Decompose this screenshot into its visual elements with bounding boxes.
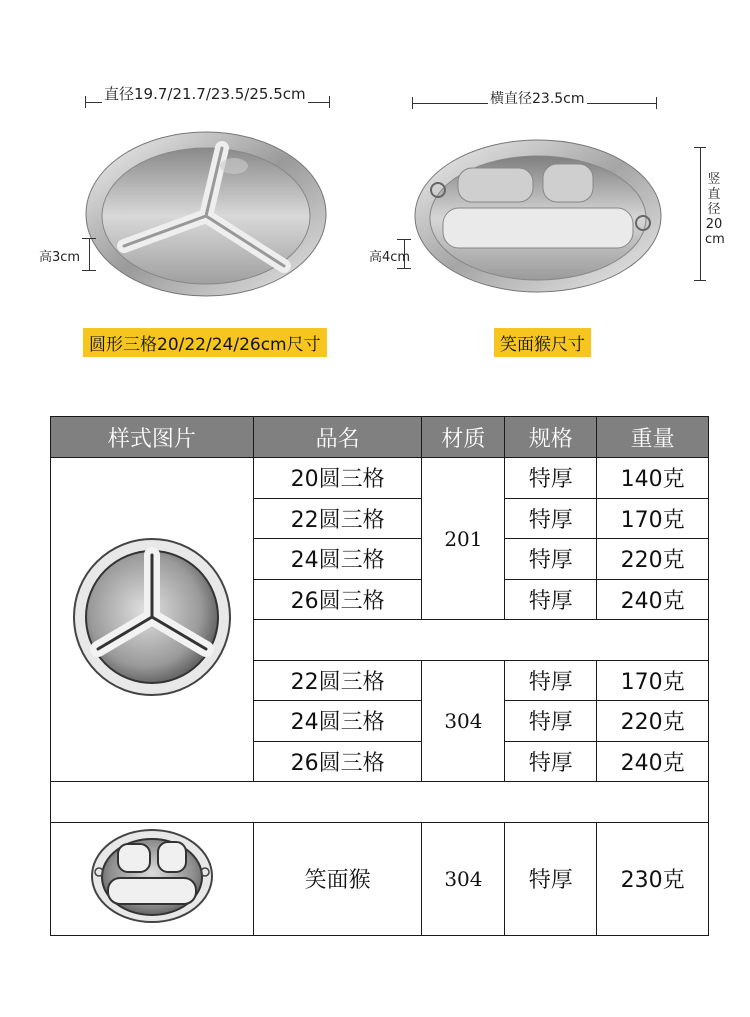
- table-row: [51, 458, 709, 499]
- monkey-h-diameter-label: 横直径23.5cm: [488, 88, 587, 108]
- weight: 140克: [597, 458, 709, 499]
- spec-table: [50, 416, 709, 936]
- weight: 220克: [597, 701, 709, 742]
- weight: 230克: [597, 822, 709, 935]
- round-height-label: 高3cm: [39, 250, 81, 265]
- product-name: 22圆三格: [253, 498, 422, 539]
- table-header-row: [51, 417, 709, 458]
- spacer-cell: [253, 620, 708, 661]
- header-spec: 规格: [505, 417, 597, 458]
- monkey-plate-image-cell: [51, 822, 254, 935]
- product-name: 26圆三格: [253, 579, 422, 620]
- round-plate-image-cell: [51, 458, 254, 782]
- v-diameter-line: [700, 147, 701, 280]
- monkey-v-diameter-label: 竖 直 径 20 cm: [705, 172, 725, 247]
- round-plate-side-image: [84, 128, 329, 300]
- spec: 特厚: [505, 741, 597, 782]
- material-304: 304: [422, 660, 505, 782]
- round-height-tick-bottom: [82, 270, 96, 271]
- h-diameter-tick-left: [412, 97, 413, 109]
- product-name: 26圆三格: [253, 741, 422, 782]
- v-diameter-tick-bottom: [694, 280, 706, 281]
- spacer-row: [51, 782, 709, 823]
- spacer-cell-full: [51, 782, 709, 823]
- header-material: 材质: [422, 417, 505, 458]
- monkey-plate-top-image: [90, 828, 214, 924]
- round-height-line: [89, 238, 90, 270]
- weight: 170克: [597, 660, 709, 701]
- weight: 220克: [597, 539, 709, 580]
- product-name: 笑面猴: [253, 822, 422, 935]
- monkey-plate-side-image: [413, 138, 665, 298]
- spec: 特厚: [505, 701, 597, 742]
- round-plate-top-image: [72, 537, 232, 697]
- material-304: 304: [422, 822, 505, 935]
- product-name: 20圆三格: [253, 458, 422, 499]
- spec: 特厚: [505, 539, 597, 580]
- monkey-height-tick-bottom: [397, 268, 411, 269]
- diameter-tick-right: [329, 96, 330, 108]
- weight: 170克: [597, 498, 709, 539]
- table-row: [51, 822, 709, 935]
- diameter-tick-left: [85, 96, 86, 108]
- header-name: 品名: [253, 417, 422, 458]
- product-name: 22圆三格: [253, 660, 422, 701]
- product-name: 24圆三格: [253, 701, 422, 742]
- material-201: 201: [422, 458, 505, 620]
- spec: 特厚: [505, 458, 597, 499]
- weight: 240克: [597, 579, 709, 620]
- monkey-caption: 笑面猴尺寸: [494, 328, 591, 357]
- spec: 特厚: [505, 498, 597, 539]
- weight: 240克: [597, 741, 709, 782]
- header-weight: 重量: [597, 417, 709, 458]
- round-caption: 圆形三格20/22/24/26cm尺寸: [83, 328, 327, 357]
- header-image: 样式图片: [51, 417, 254, 458]
- spec: 特厚: [505, 822, 597, 935]
- spec: 特厚: [505, 660, 597, 701]
- round-diameter-label: 直径19.7/21.7/23.5/25.5cm: [104, 85, 306, 103]
- spec: 特厚: [505, 579, 597, 620]
- monkey-height-label: 高4cm: [369, 250, 411, 265]
- product-name: 24圆三格: [253, 539, 422, 580]
- h-diameter-tick-right: [656, 97, 657, 109]
